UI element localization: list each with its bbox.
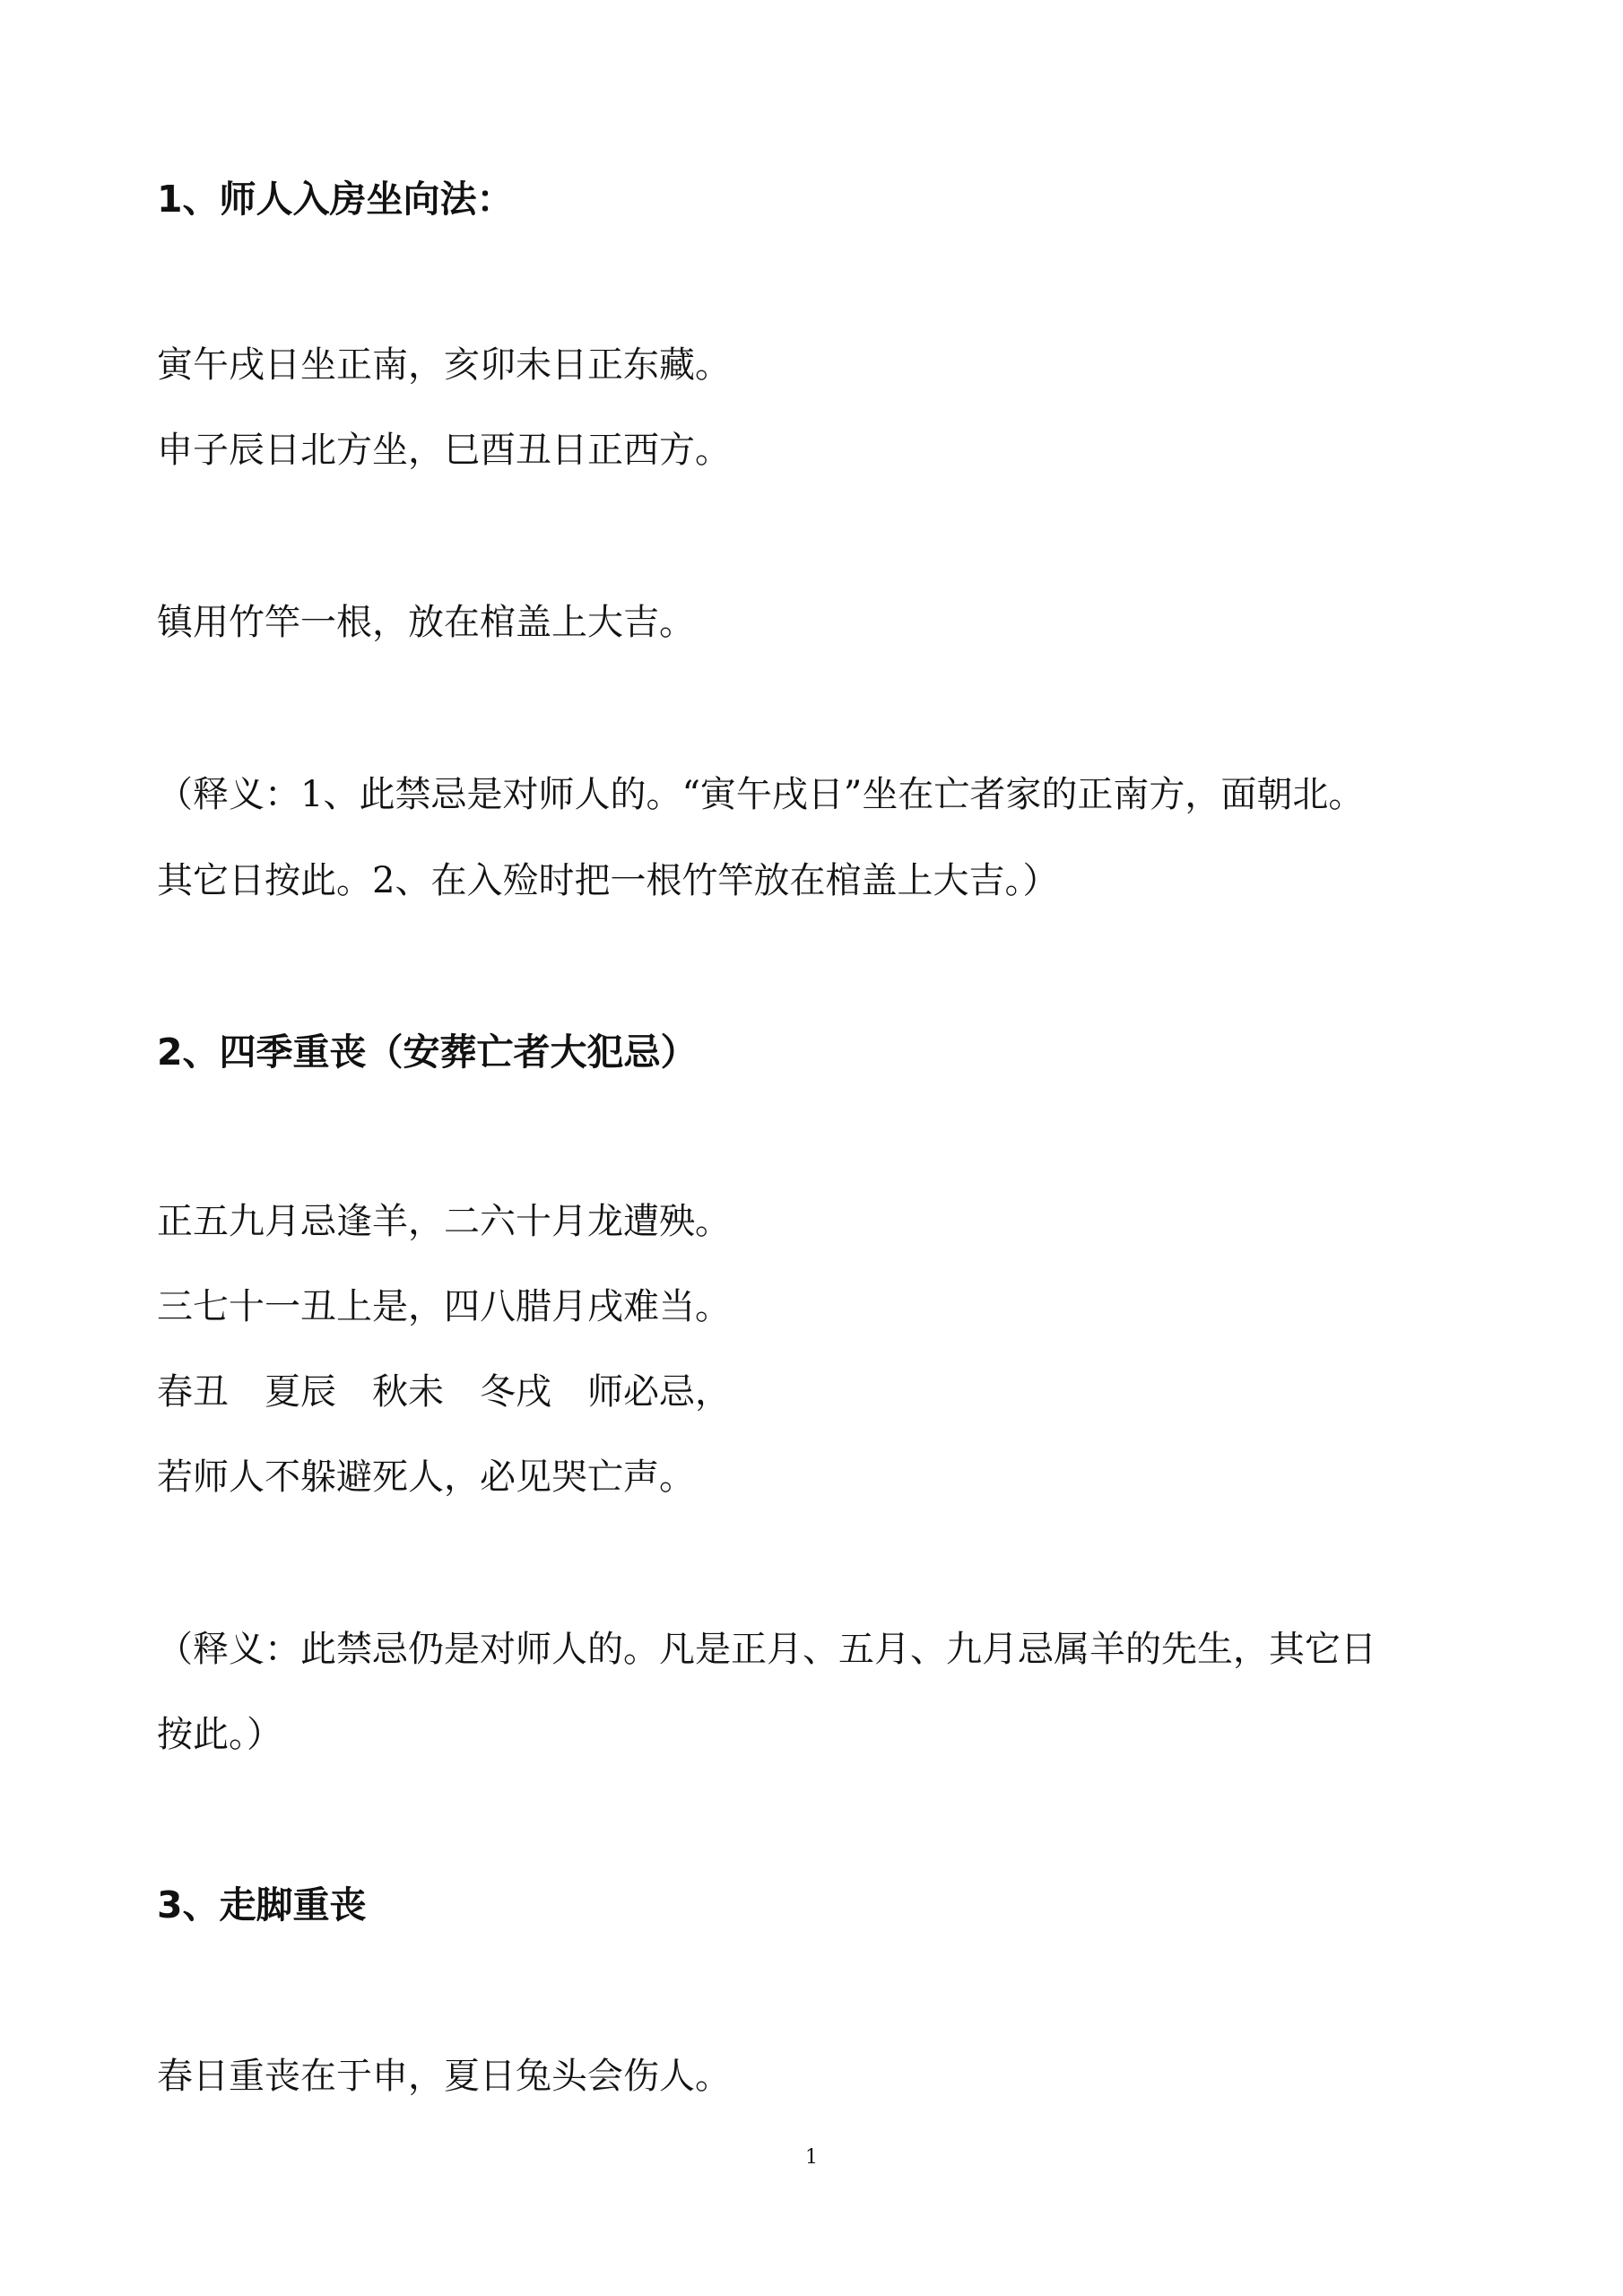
section-1-verse-line-1: 寅午戌日坐正南，亥卯未日正东藏。: [157, 344, 731, 386]
section-2-explanation-line-2: 按此。）: [157, 1714, 282, 1755]
section-2-verse-line-3: 春丑 夏辰 秋未 冬戌 师必忌，: [157, 1371, 731, 1413]
section-2-verse-line-4: 若师人不躲避死人，必见哭亡声。: [157, 1457, 695, 1498]
section-1-verse-line-2: 申子辰日北方坐，巳酉丑日正西方。: [157, 430, 731, 471]
section-1-explanation-line-1: （释义：1、此禁忌是对师人的。“寅午戌日”坐在亡者家的正南方，面朝北。: [157, 774, 1365, 815]
section-1-explanation-line-2: 其它日按此。2、在入殓时把一根竹竿放在棺盖上大吉。）: [157, 860, 1059, 901]
section-1-note: 镇用竹竿一根，放在棺盖上大吉。: [157, 602, 695, 643]
section-2-verse-line-1: 正五九月忌逢羊，二六十月龙遭殃。: [157, 1201, 731, 1242]
section-1-heading: 1、师人入房坐向法：: [157, 178, 514, 221]
section-2-heading: 2、四季重丧（安葬亡者大犯忌）: [157, 1031, 698, 1074]
section-3-verse-line-1: 春日重丧在于申，夏日兔头会伤人。: [157, 2056, 731, 2097]
section-2-verse-line-2: 三七十一丑上是，四八腊月戌难当。: [157, 1286, 731, 1327]
section-3-heading: 3、走脚重丧: [157, 1883, 367, 1926]
page-number: 1: [805, 2146, 818, 2169]
section-2-explanation-line-1: （释义：此禁忌仍是对师人的。凡是正月、五月、九月忌属羊的先生，其它日: [157, 1629, 1376, 1670]
